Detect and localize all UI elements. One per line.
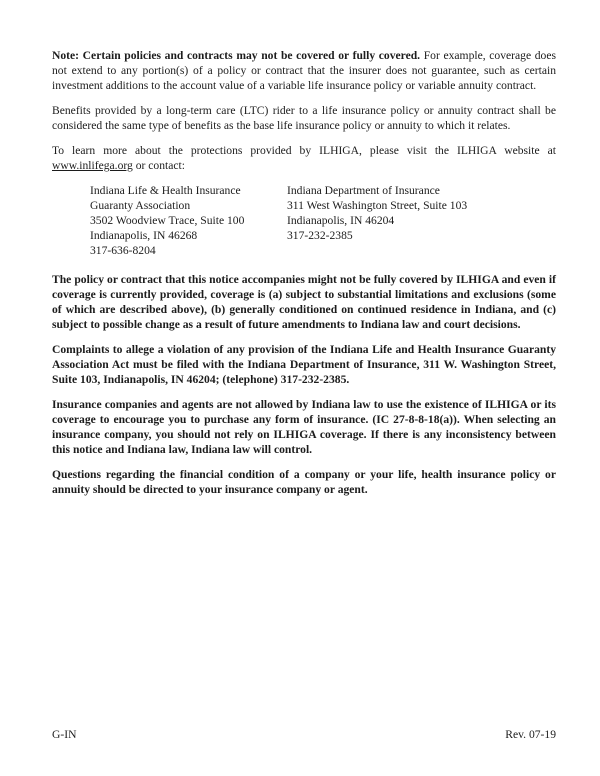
ilhiga-website-link[interactable]: www.inlifega.org: [52, 159, 133, 172]
learn-more-text-after: or contact:: [132, 159, 185, 172]
form-code-label: G-IN: [52, 728, 77, 741]
contact-line: 311 West Washington Street, Suite 103: [287, 199, 468, 212]
note-body-text: For example, coverage does not extend to any portion(s) of a policy or contract that the insurer does not guarantee, such as certain investment additions to the account value of a variable life insurance policy or variable annuity contract.: [52, 49, 556, 92]
bold-paragraph-no-inducement: Insurance companies and agents are not allowed by Indiana law to use the existence of ILHIGA or its coverage to encourage you to purchase any form of insurance. (IC 27-8-8-18(a)). When selecting an insurance company, you should not rely on ILHIGA coverage. If there is any inconsistency between this notice and Indiana law, Indiana law will control.: [52, 398, 556, 456]
revision-label: Rev. 07-19: [505, 728, 556, 741]
bold-paragraph-coverage-limitations: The policy or contract that this notice accompanies might not be fully covered by ILHIGA and even if coverage is currently provided, coverage is (a) subject to substantial limitations and exclusions (some of which are described above), (b) generally conditioned on continued residence in Indiana, and (c) subject to possible change as a result of future amendments to Indiana law and court decisions.: [52, 273, 556, 331]
note-bold-lead: Note: Certain policies and contracts may not be covered or fully covered.: [52, 49, 421, 62]
page-footer: [52, 727, 556, 742]
contact-department-of-insurance: [287, 183, 556, 258]
bold-paragraph-complaints: Complaints to allege a violation of any provision of the Indiana Life and Health Insurance Guaranty Association Act must be filed with the Indiana Department of Insurance, 311 W. Washington Street, Suite 103, Indianapolis, IN 46204; (telephone) 317-232-2385.: [52, 343, 556, 386]
learn-more-paragraph: [52, 143, 556, 173]
contact-line: Indianapolis, IN 46204: [287, 214, 395, 227]
bold-paragraph-questions: Questions regarding the financial condition of a company or your life, health insurance policy or annuity should be directed to your insurance company or agent.: [52, 468, 556, 496]
contact-line: Indiana Life & Health Insurance: [90, 184, 241, 197]
contact-line: 317-636-8204: [90, 244, 156, 257]
contact-line: 3502 Woodview Trace, Suite 100: [90, 214, 245, 227]
contact-guaranty-association: [90, 183, 287, 258]
note-paragraph: [52, 48, 556, 93]
contact-line: Indiana Department of Insurance: [287, 184, 440, 197]
contact-line: Guaranty Association: [90, 199, 191, 212]
contact-block: [90, 183, 556, 258]
learn-more-text-before: To learn more about the protections provided by ILHIGA, please visit the ILHIGA website at: [52, 144, 556, 157]
contact-line: 317-232-2385: [287, 229, 353, 242]
ltc-rider-paragraph: Benefits provided by a long-term care (LTC) rider to a life insurance policy or annuity contract shall be considered the same type of benefits as the base life insurance policy or annuity to which it relates.: [52, 104, 556, 132]
contact-line: Indianapolis, IN 46268: [90, 229, 198, 242]
